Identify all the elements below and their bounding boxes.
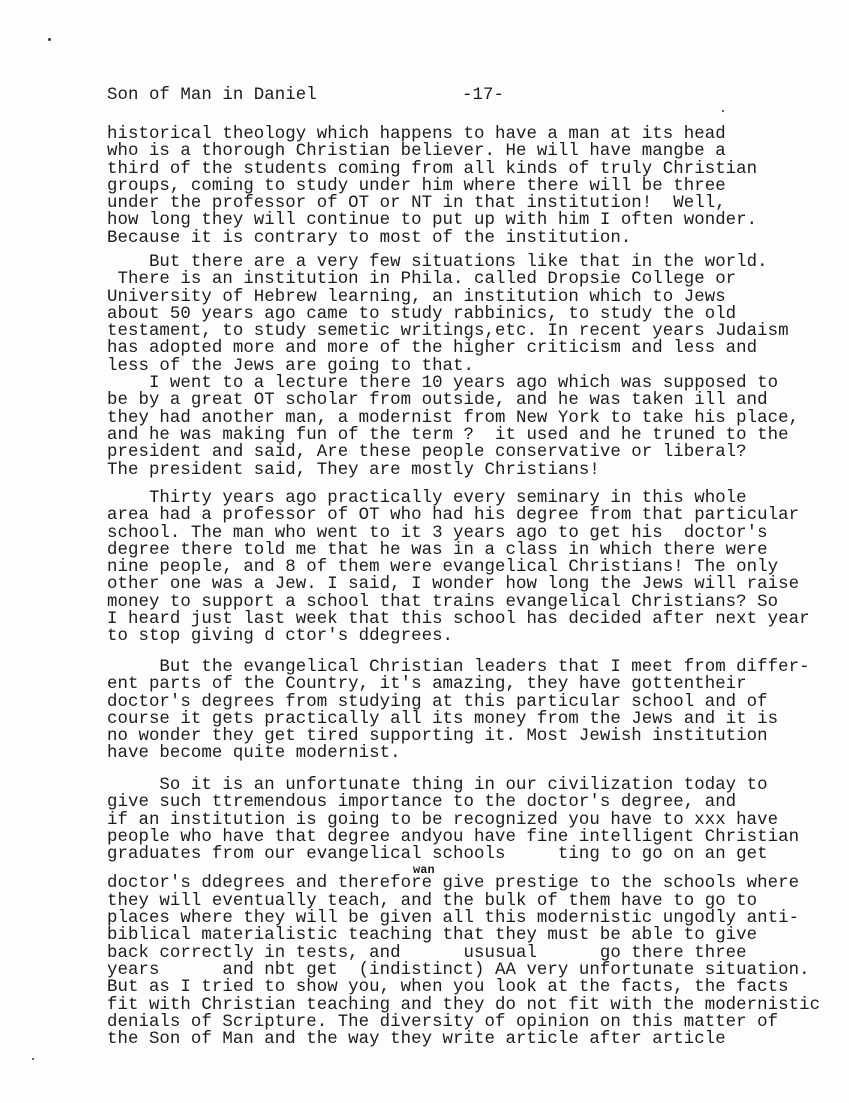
paragraph xyxy=(107,659,810,763)
text-line: But as I tried to show you, when you look at the facts, the facts xyxy=(107,978,789,998)
text-line: course it gets practically all its money from the Jews and it is xyxy=(107,709,779,729)
paragraph xyxy=(107,254,799,479)
text-line: years and nbt get (indistinct) AA very unfortunate situation. xyxy=(107,960,810,980)
text-line: if an institution is going to be recognized you have to xxx have xyxy=(107,810,779,830)
text-line: and he was making fun of the term ? it used and he truned to the xyxy=(107,425,789,445)
text-line: they had another man, a modernist from New York to take his place, xyxy=(107,408,800,428)
text-line: third of the students coming from all kinds of truly Christian xyxy=(107,159,758,179)
paragraph xyxy=(107,777,820,1048)
paragraph xyxy=(107,126,757,247)
paragraph xyxy=(107,490,810,646)
text-line: less of the Jews are going to that. xyxy=(107,356,475,376)
text-line: But the evangelical Christian leaders that I meet from differ- xyxy=(107,658,810,677)
text-line: Because it is contrary to most of the institution. xyxy=(107,228,632,248)
text-line: be by a great OT scholar from outside, and he was taken ill and xyxy=(107,391,768,411)
text-line: denials of Scripture. The diversity of opinion on this matter of xyxy=(107,1012,779,1032)
text-line: graduates from our evangelical schools ting to go on an get xyxy=(107,845,768,865)
text-line: groups, coming to study under him where there will be three xyxy=(107,176,726,196)
text-line: nine people, and 8 of them were evangelical Christians! The only xyxy=(107,558,779,578)
text-line: has adopted more and more of the higher criticism and less and xyxy=(107,339,758,359)
text-line: doctor's ddegrees and therefore give prestige to the schools where xyxy=(107,874,800,894)
text-line: historical theology which happens to have a man at its head xyxy=(107,125,726,144)
text-line: president and said, Are these people conservative or liberal? xyxy=(107,443,747,463)
paper-speck xyxy=(48,38,51,41)
document-title: Son of Man in Daniel xyxy=(107,86,317,105)
text-line: to stop giving d ctor's ddegrees. xyxy=(107,627,454,647)
text-line: testament, to study semetic writings,etc. In recent years Judaism xyxy=(107,322,789,342)
text-line: biblical materialistic teaching that they must be able to give xyxy=(107,926,758,946)
paper-speck xyxy=(722,110,724,112)
page-number: -17- xyxy=(462,86,504,105)
text-line: But there are a very few situations like that in the world. xyxy=(107,253,768,272)
text-line: under the professor of OT or NT in that institution! Well, xyxy=(107,194,726,214)
text-line: I heard just last week that this school has decided after next year xyxy=(107,610,810,630)
text-line: degree there told me that he was in a class in which there were xyxy=(107,540,768,560)
text-line: ent parts of the Country, it's amazing, they have gottentheir xyxy=(107,675,747,695)
text-line: The president said, They are mostly Christians! xyxy=(107,460,600,480)
typed-overstrike: wan xyxy=(413,863,435,877)
text-line: people who have that degree andyou have fine intelligent Christian xyxy=(107,827,800,847)
text-line: no wonder they get tired supporting it. Most Jewish institution xyxy=(107,727,768,747)
text-line: back correctly in tests, and ususual go there three xyxy=(107,943,747,963)
text-line: they will eventually teach, and the bulk of them have to go to xyxy=(107,891,758,911)
text-line: how long they will continue to put up with him I often wonder. xyxy=(107,211,758,231)
text-line: money to support a school that trains evangelical Christians? So xyxy=(107,592,779,612)
text-line: University of Hebrew learning, an institution which to Jews xyxy=(107,287,726,307)
text-line: area had a professor of OT who had his degree from that particular xyxy=(107,506,800,526)
text-line: I went to a lecture there 10 years ago which was supposed to xyxy=(107,374,779,394)
text-line: give such ttremendous importance to the doctor's degree, and xyxy=(107,793,737,813)
text-line: about 50 years ago came to study rabbinics, to study the old xyxy=(107,304,737,324)
text-line: who is a thorough Christian believer. He will have mangbe a xyxy=(107,142,726,162)
text-line: the Son of Man and the way they write article after article xyxy=(107,1030,726,1050)
text-line: school. The man who went to it 3 years ago to get his doctor's xyxy=(107,523,768,543)
text-line: Thirty years ago practically every seminary in this whole xyxy=(107,489,747,508)
text-line: There is an institution in Phila. called Dropsie College or xyxy=(107,270,737,290)
text-line: other one was a Jew. I said, I wonder how long the Jews will raise xyxy=(107,575,800,595)
paper-speck xyxy=(32,1058,34,1060)
text-line: have become quite modernist. xyxy=(107,744,401,764)
text-line: places where they will be given all this modernistic ungodly anti- xyxy=(107,909,800,929)
text-line: So it is an unfortunate thing in our civilization today to xyxy=(107,776,768,795)
text-line: doctor's degrees from studying at this particular school and of xyxy=(107,692,768,712)
text-line: fit with Christian teaching and they do not fit with the modernistic xyxy=(107,995,821,1015)
